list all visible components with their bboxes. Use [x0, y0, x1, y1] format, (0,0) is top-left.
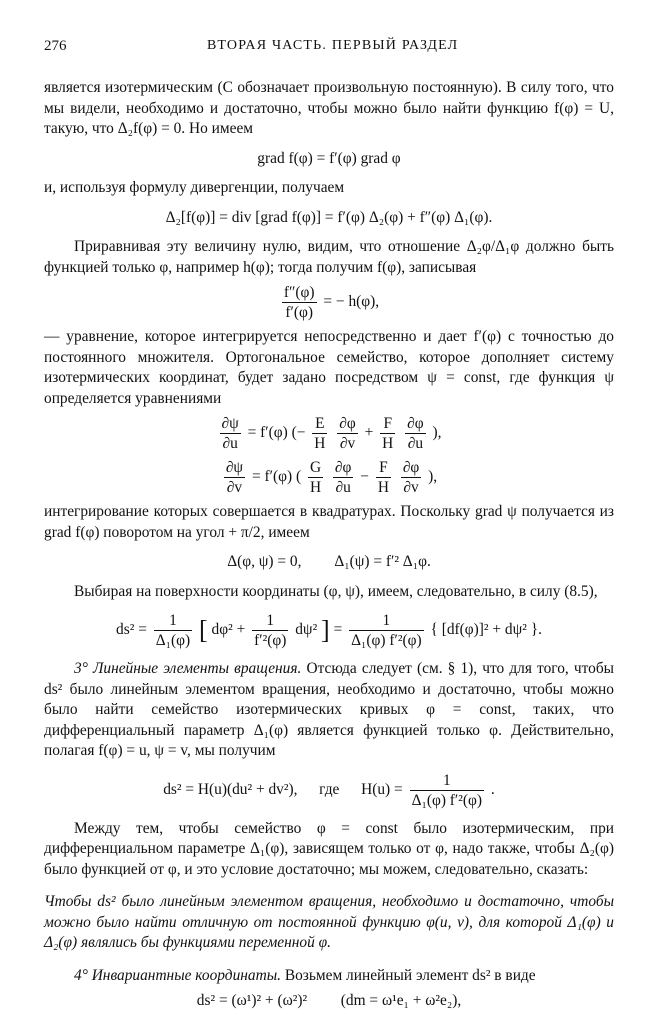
rev-h: H(u) = — [361, 780, 403, 798]
paragraph-4: — уравнение, которое интегрируется непосредственно и дает f′(φ) с точностью до постоянного множителя. Ортогональное семейство, которое дополняет систему изотермических координат, будет задано посредством ψ = const, где функция ψ определяется уравнениями — [44, 328, 614, 407]
ds2-rhs: { [df(φ)]² + dψ² }. — [430, 621, 542, 639]
paragraph-7 — [44, 659, 614, 762]
denominator: Δ₁(φ) f′²(φ) — [351, 632, 422, 649]
page-body — [44, 78, 614, 1017]
section-title-3: 3° Линейные элементы вращения. — [74, 660, 302, 677]
paragraph-2: и, используя формулу дивергенции, получаем — [44, 179, 345, 196]
rev-lhs: ds² = H(u)(du² + dv²), — [163, 780, 298, 798]
equation-delta2: Δ₂[f(φ)] = div [grad f(φ)] = f′(φ) Δ₂(φ) + f″(φ) Δ₁(φ). — [165, 208, 493, 226]
equation-last — [44, 991, 614, 1012]
dphi: ∂φ — [339, 415, 356, 432]
du: ∂u — [407, 435, 424, 452]
equals-sign: = — [333, 621, 343, 639]
paragraph-7-text: Отсюда следует (см. § 1), что для того, чтобы ds² было линейным элементом вращения, необходимо и достаточно, чтобы можно было найти семейство изотермических кривых φ = const, таких, что дифференциальный параметр Δ₁(φ) является функцией только φ. Действительно, полагая f(φ) = u, ψ = v, мы получим — [44, 660, 614, 759]
page-header — [44, 38, 614, 58]
psi-v-mid: = f′(φ) ( — [251, 468, 302, 486]
denominator: Δ₁(φ) f′²(φ) — [411, 791, 483, 809]
last-lhs: ds² = (ω¹)² + (ω²)² — [196, 992, 308, 1009]
delta1-psi: Δ₁(ψ) = f′² Δ₁φ. — [334, 553, 431, 570]
equation-revolution — [44, 771, 614, 810]
equation-ds2 — [44, 611, 614, 650]
dphi-du-fraction — [405, 414, 426, 453]
g-term: G — [309, 459, 322, 476]
equation-psi-v — [44, 458, 614, 497]
plus-sign: + — [364, 424, 374, 442]
dv: ∂v — [403, 479, 419, 496]
f-over-h — [376, 458, 391, 497]
ode-rhs: = − h(φ), — [323, 293, 380, 311]
dpsi-du-fraction — [220, 414, 241, 453]
page-number: 276 — [44, 38, 67, 54]
dv: ∂v — [339, 435, 356, 452]
paragraph-6: Выбирая на поверхности координаты (φ, ψ), имеем, следовательно, в силу (8.5), — [74, 582, 598, 600]
paragraph-1: является изотермическим (C обозначает произвольную постоянную). В силу того, что мы видели, необходимо и достаточно, чтобы можно было найти функцию f(φ) = U, такую, что Δ₂f(φ) = 0. Но имеем — [44, 79, 614, 137]
dpsi-squared: dψ² — [295, 621, 318, 639]
rev-end: . — [490, 780, 495, 798]
denominator: Δ₁(φ) — [155, 632, 191, 649]
dv: ∂v — [226, 479, 243, 496]
numerator: 1 — [349, 611, 423, 631]
du: ∂u — [335, 479, 351, 496]
rev-where: где — [319, 780, 340, 798]
dphi-dv-fraction — [337, 414, 358, 453]
paragraph-8: Между тем, чтобы семейство φ = const было изотермическим, при дифференциальном параметре Δ₁(φ), зависящем только от φ, надо также, чтобы Δ₂(φ) было функцией от φ, и это условие достаточно; мы можем, следовательно, сказать: — [44, 819, 614, 878]
h-term: H — [309, 479, 322, 496]
dphi-dv-fraction — [401, 458, 422, 497]
ds2-fraction-3 — [349, 611, 423, 650]
e-term: E — [312, 414, 327, 434]
du: ∂u — [222, 435, 238, 452]
numerator: 1 — [252, 611, 288, 631]
numerator: 1 — [410, 771, 484, 791]
delta-phi-psi: Δ(φ, ψ) = 0, — [227, 553, 302, 570]
dphi: ∂φ — [407, 415, 424, 432]
paragraph-3: Приравнивая эту величину нулю, видим, что отношение Δ₂φ/Δ₁φ должно быть функцией только φ, например h(φ); тогда получим f(φ), записывая — [44, 238, 614, 276]
last-rhs: (dm = ω¹e₁ + ω²e₂), — [340, 992, 462, 1009]
f-over-h — [380, 414, 395, 453]
dphi: ∂φ — [334, 459, 352, 476]
ds2-fraction-1 — [154, 611, 192, 650]
equation-grad: grad f(φ) = f′(φ) grad φ — [257, 149, 401, 167]
h-term: H — [382, 435, 394, 452]
ode-fraction — [282, 283, 317, 322]
ode-denominator: f′(φ) — [285, 304, 313, 321]
paragraph-9-text: Возьмем линейный элемент ds² в виде — [284, 966, 536, 984]
equation-delta-psi — [44, 552, 614, 573]
dpsi: ∂ψ — [225, 459, 244, 476]
psi-v-end: ), — [428, 468, 438, 486]
equation-ode — [44, 283, 614, 322]
paragraph-9 — [44, 966, 614, 987]
paragraph-5: интегрирование которых совершается в квадратурах. Поскольку grad ψ получается из grad f(φ) поворотом на угол + π/2, имеем — [44, 503, 614, 541]
f-term: F — [376, 458, 391, 478]
denominator: f′²(φ) — [254, 632, 287, 649]
g-over-h — [308, 458, 323, 497]
dpsi: ∂ψ — [221, 415, 239, 432]
ds2-lhs: ds² = — [116, 621, 147, 639]
dphi: ∂φ — [402, 459, 420, 476]
bracket-open: [ — [199, 615, 208, 645]
bracket-close: ] — [321, 615, 330, 645]
psi-u-mid: = f′(φ) (− — [247, 424, 306, 442]
h-term: H — [377, 479, 389, 496]
equation-psi-u — [44, 414, 614, 453]
section-title-4: 4° Инвариантные координаты. — [74, 966, 281, 984]
psi-u-end: ), — [432, 424, 442, 442]
theorem-statement: Чтобы ds² было линейным элементом вращения, необходимо и достаточно, чтобы можно было найти отличную от постоянной функцию φ(u, v), для которой Δ₁(φ) и Δ₂(φ) являлись бы функциями переменной φ. — [44, 893, 614, 951]
dpsi-dv-fraction — [224, 458, 245, 497]
numerator: 1 — [154, 611, 192, 631]
running-title: ВТОРАЯ ЧАСТЬ. ПЕРВЫЙ РАЗДЕЛ — [207, 38, 459, 53]
ds2-fraction-2 — [252, 611, 288, 650]
f-term: F — [380, 414, 395, 434]
rev-fraction — [410, 771, 484, 810]
minus-sign: − — [360, 468, 369, 486]
dphi-du-fraction — [333, 458, 354, 497]
e-over-h — [312, 414, 327, 453]
ode-numerator: f″(φ) — [283, 284, 315, 301]
dphi-squared: dφ² + — [211, 621, 246, 639]
h-term: H — [314, 435, 326, 452]
